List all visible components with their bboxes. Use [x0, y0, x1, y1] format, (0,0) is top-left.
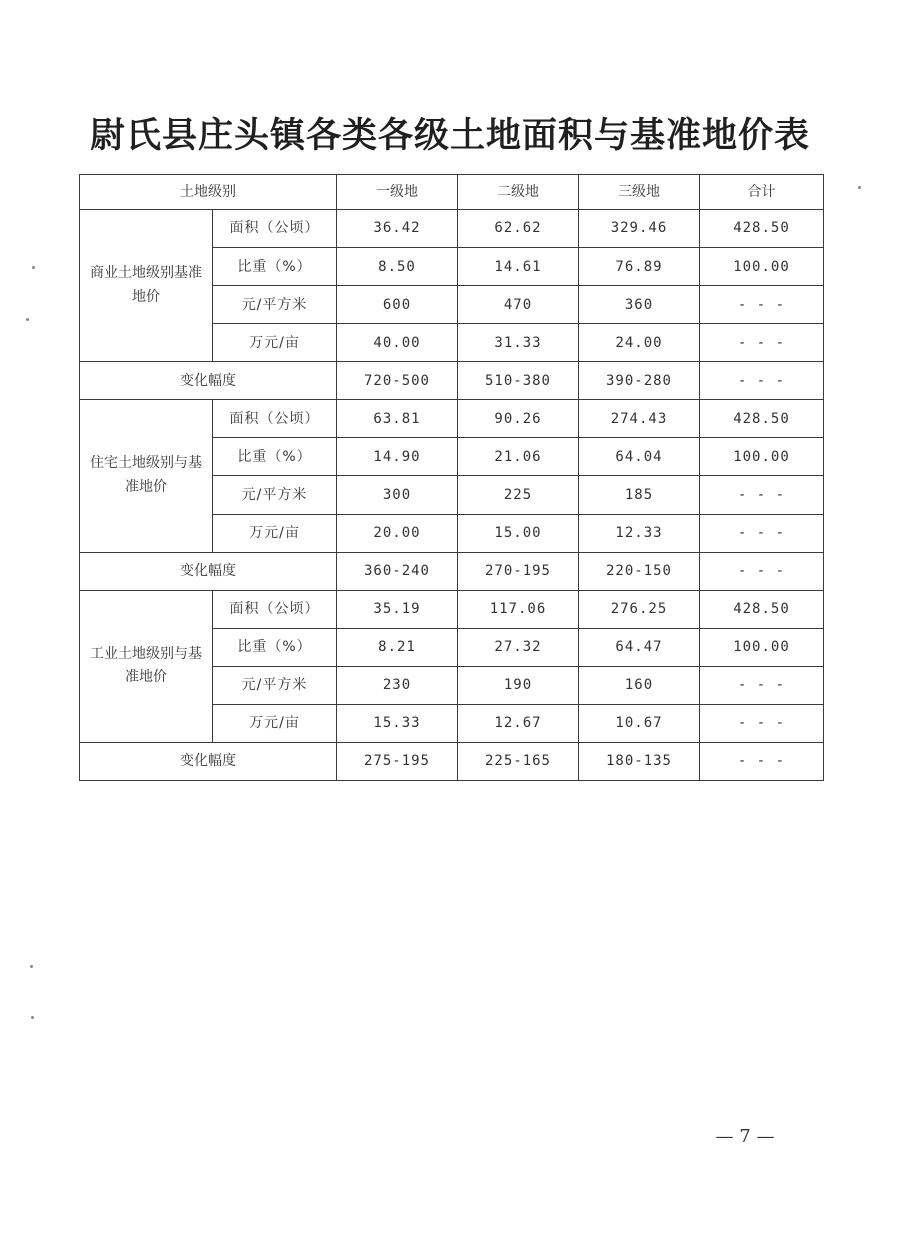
land-price-table [79, 174, 824, 781]
cell-value: 27.32 [458, 628, 579, 666]
cell-value: 12.67 [458, 704, 579, 742]
cell-value: 428.50 [700, 400, 824, 438]
row-label: 比重（%） [213, 628, 337, 666]
cell-value: - - - [700, 666, 824, 704]
range-value: 220-150 [579, 552, 700, 590]
header-row [80, 175, 824, 210]
header-total: 合计 [700, 175, 824, 210]
cell-value: 300 [337, 476, 458, 514]
cell-value: 62.62 [458, 210, 579, 248]
cell-value: - - - [700, 514, 824, 552]
scan-speck [26, 318, 29, 321]
cell-value: 100.00 [700, 248, 824, 286]
table-row [80, 210, 824, 248]
range-value: 275-195 [337, 742, 458, 780]
cell-value: 160 [579, 666, 700, 704]
row-label: 元/平方米 [213, 476, 337, 514]
header-land-grade: 土地级别 [80, 175, 337, 210]
row-label: 面积（公顷） [213, 210, 337, 248]
cell-value: 8.50 [337, 248, 458, 286]
range-value: - - - [700, 362, 824, 400]
scan-speck [858, 186, 861, 189]
range-label: 变化幅度 [80, 742, 337, 780]
cell-value: 63.81 [337, 400, 458, 438]
cell-value: 15.00 [458, 514, 579, 552]
cell-value: 100.00 [700, 438, 824, 476]
cell-value: 76.89 [579, 248, 700, 286]
range-value: - - - [700, 552, 824, 590]
scan-speck [31, 1016, 34, 1019]
range-value: 720-500 [337, 362, 458, 400]
cell-value: 276.25 [579, 590, 700, 628]
cell-value: 117.06 [458, 590, 579, 628]
range-label: 变化幅度 [80, 552, 337, 590]
row-label: 比重（%） [213, 248, 337, 286]
cell-value: - - - [700, 476, 824, 514]
cell-value: 185 [579, 476, 700, 514]
cell-value: 100.00 [700, 628, 824, 666]
cell-value: 14.90 [337, 438, 458, 476]
range-value: 270-195 [458, 552, 579, 590]
range-value: 180-135 [579, 742, 700, 780]
cell-value: 64.04 [579, 438, 700, 476]
header-grade-2: 二级地 [458, 175, 579, 210]
range-value: - - - [700, 742, 824, 780]
cell-value: 274.43 [579, 400, 700, 438]
range-value: 510-380 [458, 362, 579, 400]
page-number: — 7 — [715, 1126, 775, 1147]
range-row [80, 742, 824, 780]
row-label: 比重（%） [213, 438, 337, 476]
header-grade-3: 三级地 [579, 175, 700, 210]
row-label: 元/平方米 [213, 666, 337, 704]
cell-value: 15.33 [337, 704, 458, 742]
section-label-commercial: 商业土地级别基准地价 [80, 210, 213, 362]
row-label: 万元/亩 [213, 514, 337, 552]
cell-value: 24.00 [579, 324, 700, 362]
cell-value: 12.33 [579, 514, 700, 552]
row-label: 万元/亩 [213, 704, 337, 742]
row-label: 面积（公顷） [213, 590, 337, 628]
cell-value: 40.00 [337, 324, 458, 362]
range-label: 变化幅度 [80, 362, 337, 400]
table-row [80, 590, 824, 628]
range-value: 225-165 [458, 742, 579, 780]
range-value: 360-240 [337, 552, 458, 590]
cell-value: 90.26 [458, 400, 579, 438]
header-grade-1: 一级地 [337, 175, 458, 210]
cell-value: 31.33 [458, 324, 579, 362]
cell-value: 10.67 [579, 704, 700, 742]
page-title: 尉氏县庄头镇各类各级土地面积与基准地价表 [89, 116, 810, 156]
section-label-residential: 住宅土地级别与基准地价 [80, 400, 213, 552]
row-label: 万元/亩 [213, 324, 337, 362]
cell-value: 64.47 [579, 628, 700, 666]
cell-value: 20.00 [337, 514, 458, 552]
cell-value: 21.06 [458, 438, 579, 476]
scan-speck [32, 266, 35, 269]
range-value: 390-280 [579, 362, 700, 400]
table-row [80, 400, 824, 438]
cell-value: 190 [458, 666, 579, 704]
cell-value: 360 [579, 286, 700, 324]
cell-value: 428.50 [700, 590, 824, 628]
cell-value: 230 [337, 666, 458, 704]
cell-value: - - - [700, 324, 824, 362]
cell-value: 8.21 [337, 628, 458, 666]
cell-value: 35.19 [337, 590, 458, 628]
range-row [80, 552, 824, 590]
cell-value: 14.61 [458, 248, 579, 286]
cell-value: 470 [458, 286, 579, 324]
row-label: 面积（公顷） [213, 400, 337, 438]
cell-value: 428.50 [700, 210, 824, 248]
cell-value: 36.42 [337, 210, 458, 248]
cell-value: 225 [458, 476, 579, 514]
cell-value: 329.46 [579, 210, 700, 248]
section-label-industrial: 工业土地级别与基准地价 [80, 590, 213, 742]
row-label: 元/平方米 [213, 286, 337, 324]
range-row [80, 362, 824, 400]
cell-value: - - - [700, 704, 824, 742]
cell-value: 600 [337, 286, 458, 324]
cell-value: - - - [700, 286, 824, 324]
scan-speck [30, 965, 33, 968]
